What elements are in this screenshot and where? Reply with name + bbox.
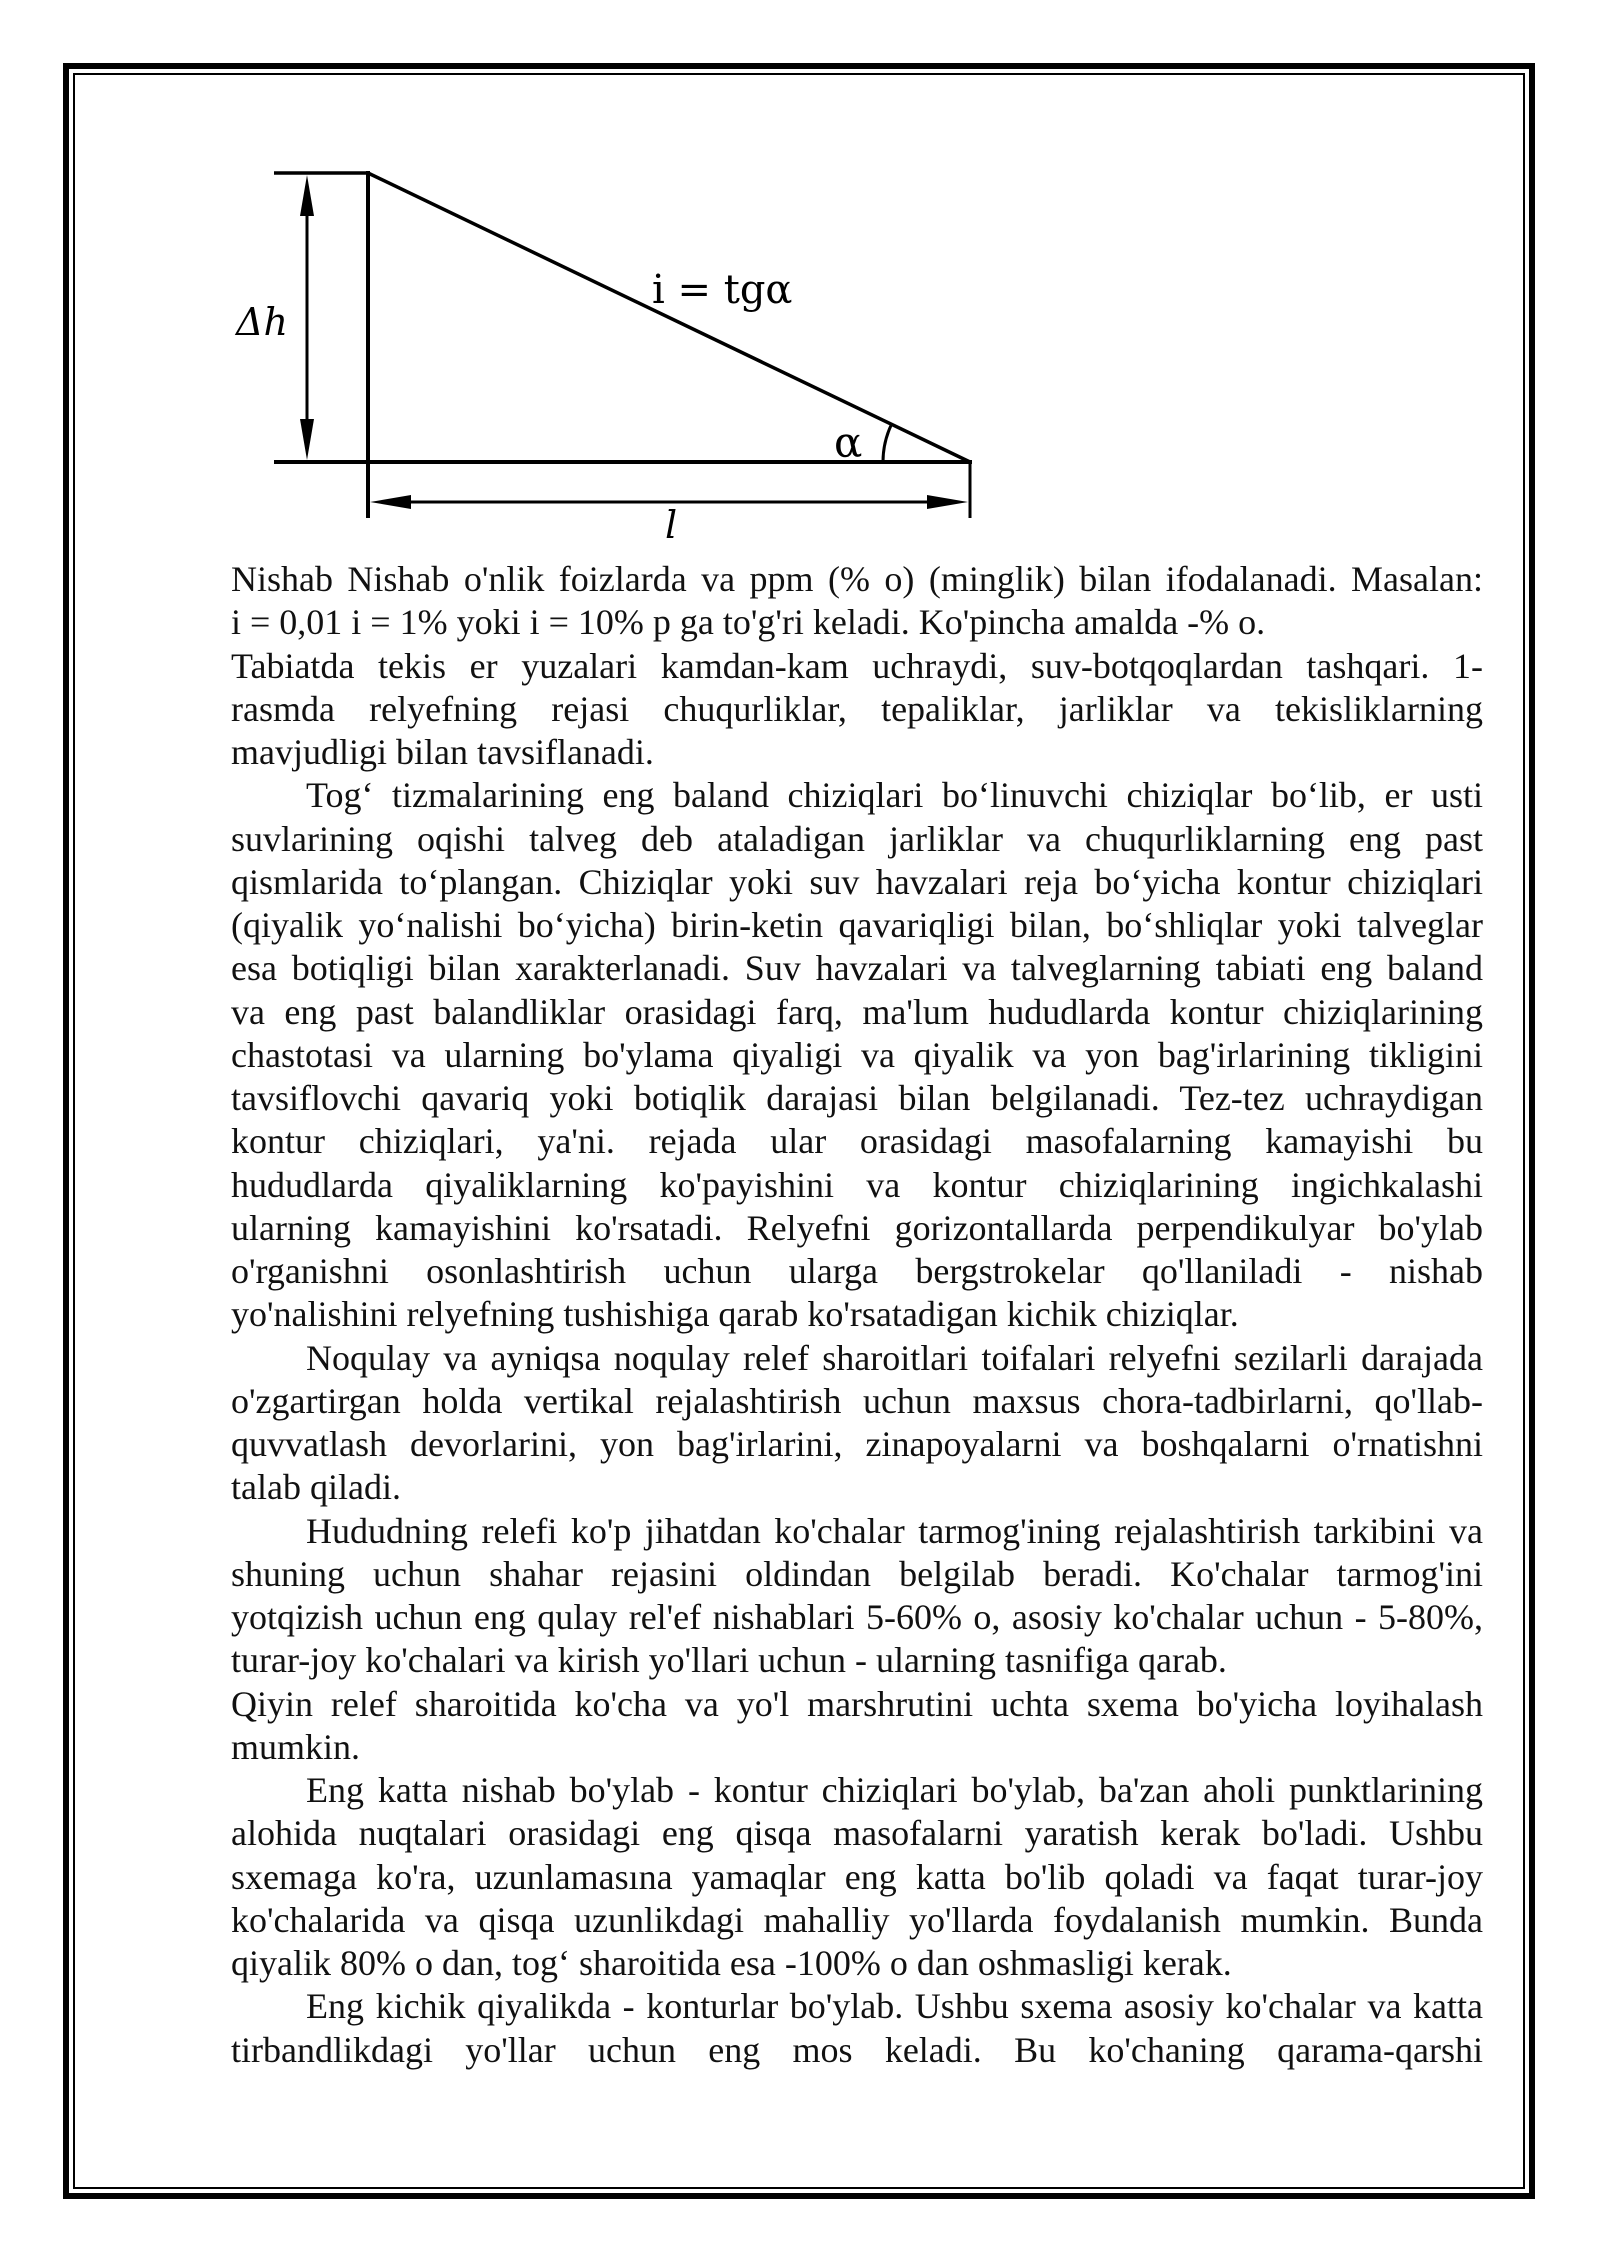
length-arrow-right: [927, 495, 968, 509]
text-line: mavjudligi bilan tavsiflanadi.: [231, 732, 654, 772]
text-line: kontur chiziqlari, ya'ni. rejada ular orasidagi masofalarning kamayishi bu: [231, 1121, 1483, 1162]
text-line: chastotasi va ularning bo'ylama qiyaligi va qiyalik va yon bag'irlarining tikligini: [231, 1034, 1483, 1075]
text-line: Noqulay va ayniqsa noqulay relef sharoitlari toifalari relyefni sezilarli darajada: [306, 1337, 1483, 1378]
text-line: Qiyin relef sharoitida ko'cha va yo'l marshrutini uchta sxema bo'yicha loyihalash: [231, 1683, 1483, 1724]
text-line: suvlarining oqishi talveg deb ataladigan jarliklar va chuqurliklarning eng past: [231, 818, 1483, 859]
paragraph: [231, 1510, 1483, 1683]
text-line: Nishab Nishab o'nlik foizlarda va ppm (% o) (minglik) bilan ifodalanadi. Masalan:: [231, 559, 1483, 599]
text-line: turar-joy ko'chalari va kirish yo'llari uchun - ularning tasnifiga qarab.: [231, 1640, 1227, 1681]
text-line: talab qiladi.: [231, 1467, 401, 1508]
paragraph: [231, 774, 1483, 1336]
text-line: yotqizish uchun eng qulay rel'ef nishablari 5-60% o, asosiy ko'chalar uchun - 5-80%,: [231, 1597, 1483, 1637]
text-line: quvvatlash devorlarini, yon bag'irlarini, zinapoyalarni va boshqalarni o'rnatishni: [231, 1424, 1483, 1464]
text-line: alohida nuqtalari orasidagi eng qisqa masofalarni yaratish kerak bo'ladi. Ushbu: [231, 1813, 1483, 1854]
text-line: Eng katta nishab bo'ylab - kontur chiziqlari bo'ylab, ba'zan aholi punktlarining: [306, 1770, 1483, 1810]
text-line: Tog‘ tizmalarining eng baland chiziqlari bo‘linuvchi chiziqlar bo‘lib, er usti: [306, 775, 1483, 816]
paragraph: [231, 1985, 1483, 2072]
slope-label: i = tgα: [652, 267, 793, 313]
text-line: Eng kichik qiyalikda - konturlar bo'ylab. Ushbu sxema asosiy ko'chalar va katta: [306, 1986, 1483, 2027]
slope-line: [368, 173, 970, 462]
body-text: [231, 558, 1483, 2072]
paragraph: [231, 1337, 1483, 1510]
text-line: mumkin.: [231, 1726, 361, 1767]
paragraph: [231, 645, 1483, 775]
height-arrow-up: [300, 175, 314, 216]
angle-arc: [883, 424, 892, 462]
text-line: rasmda relyefning rejasi chuqurliklar, tepaliklar, jarliklar va tekisliklarning: [231, 688, 1483, 729]
text-line: ko'chalarida va qisqa uzunlikdagi mahalliy yo'llarda foydalanish mumkin. Bunda: [231, 1899, 1483, 1940]
text-line: va eng past balandliklar orasidagi farq, ma'lum hududlarda kontur chiziqlarining: [231, 991, 1483, 1032]
text-line: Hududning relefi ko'p jihatdan ko'chalar tarmog'ining rejalashtirish tarkibini va: [306, 1510, 1483, 1551]
text-line: hududlarda qiyaliklarning ko'payishini va kontur chiziqlarining ingichkalashi: [231, 1164, 1483, 1205]
text-line: o'rganishni osonlashtirish uchun ularga bergstrokelar qo'llaniladi - nishab: [231, 1251, 1483, 1291]
text-line: esa botiqligi bilan xarakterlanadi. Suv havzalari va talveglarning tabiati eng baland: [231, 948, 1483, 989]
angle-label: α: [834, 418, 863, 467]
text-line: yo'nalishini relyefning tushishiga qarab ko'rsatadigan kichik chiziqlar.: [231, 1294, 1239, 1335]
text-line: qismlarida to‘plangan. Chiziqlar yoki suv havzalari reja bo‘yicha kontur chiziqlari: [231, 861, 1483, 902]
text-line: o'zgartirgan holda vertikal rejalashtirish uchun maxsus chora-tadbirlarni, qo'llab-: [231, 1380, 1483, 1421]
text-line: Tabiatda tekis er yuzalari kamdan-kam uchraydi, suv-botqoqlardan tashqari. 1-: [231, 645, 1483, 686]
slope-diagram: [0, 0, 1600, 560]
height-arrow-down: [300, 419, 314, 460]
text-line: (qiyalik yo‘nalishi bo‘yicha) birin-ketin qavariqligi bilan, bo‘shliqlar yoki talveglar: [231, 905, 1483, 945]
text-line: tavsiflovchi qavariq yoki botiqlik darajasi bilan belgilanadi. Tez-tez uchraydigan: [231, 1078, 1483, 1118]
length-label: l: [665, 503, 678, 547]
length-arrow-left: [370, 495, 411, 509]
paragraph: [231, 558, 1483, 645]
text-line: i = 0,01 i = 1% yoki i = 10% p ga to'g'ri keladi. Ko'pincha amalda -% o.: [231, 602, 1266, 643]
paragraph: [231, 1769, 1483, 1985]
text-line: sxemaga ko'ra, uzunlamasına yamaqlar eng katta bo'lib qoladi va faqat turar-joy: [231, 1856, 1483, 1897]
text-line: shuning uchun shahar rejasini oldindan belgilab beradi. Ko'chalar tarmog'ini: [231, 1553, 1483, 1594]
text-line: qiyalik 80% o dan, tog‘ sharoitida esa -100% o dan oshmasligi kerak.: [231, 1943, 1232, 1983]
text-line: tirbandlikdagi yo'llar uchun eng mos keladi. Bu ko'chaning qarama-qarshi: [231, 2029, 1483, 2070]
text-line: ularning kamayishini ko'rsatadi. Relyefni gorizontallarda perpendikulyar bo'ylab: [231, 1207, 1483, 1248]
height-label: Δh: [236, 300, 288, 344]
paragraph: [231, 1683, 1483, 1770]
